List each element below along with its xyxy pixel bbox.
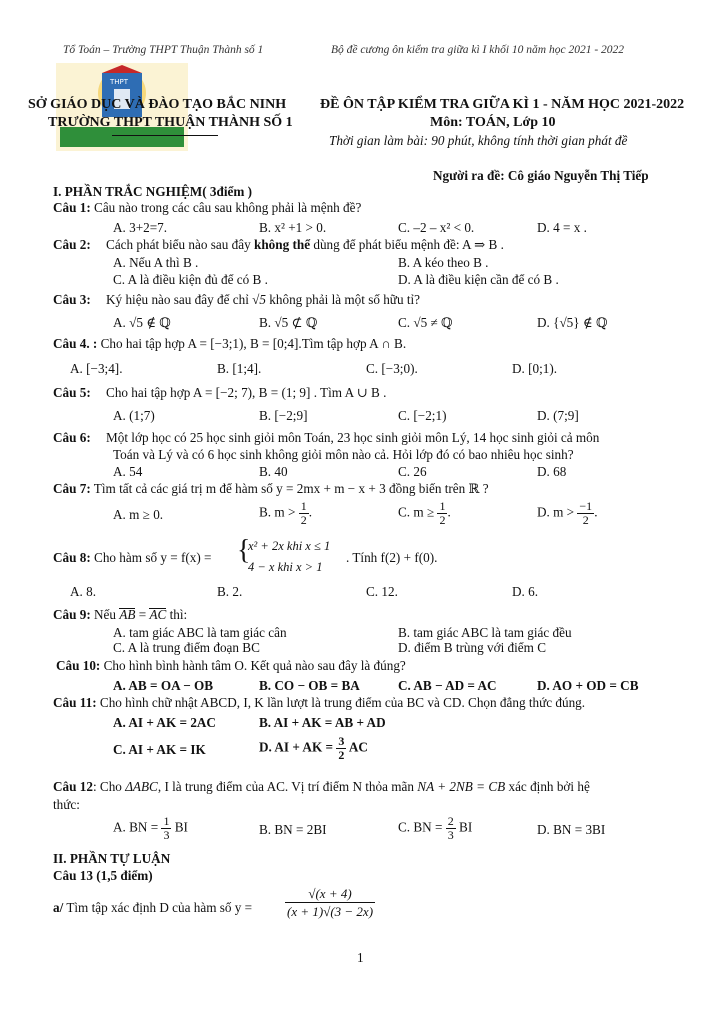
q10-option-d: D. AO + OD = CB bbox=[537, 678, 639, 693]
q12-option-b: B. BN = 2BI bbox=[259, 822, 327, 837]
q12-option-d: D. BN = 3BI bbox=[537, 822, 606, 837]
question-8-text-pre: Cho hàm số y = f(x) = bbox=[90, 550, 212, 565]
question-7 bbox=[53, 481, 489, 497]
q7-b-num: 1 bbox=[300, 499, 307, 513]
question-3-text-pre: Ký hiệu nào sau đây để chỉ bbox=[106, 292, 253, 307]
question-12-text-mid: , I là trung điểm của AC. Vị trí điểm N thỏa mãn bbox=[157, 779, 418, 794]
question-2-text-post: dùng để phát biểu mệnh đề: A ⇒ B . bbox=[310, 237, 504, 252]
question-2-text-pre: Cách phát biểu nào sau đây bbox=[106, 237, 254, 252]
q7-d-pre: D. m > bbox=[537, 504, 575, 520]
q12-c-post: BI bbox=[459, 819, 473, 835]
q13-part-a-label: a/ bbox=[53, 900, 64, 915]
q7-option-b: B. m > $\frac{1}{2}$ . bbox=[259, 499, 312, 527]
q6-option-d: D. 68 bbox=[537, 464, 567, 479]
q13-fraction bbox=[285, 885, 375, 920]
q11-option-a: A. AI + AK = 2AC bbox=[113, 715, 216, 730]
question-6 bbox=[53, 430, 599, 446]
question-7-text: Tìm tất cả các giá trị m để hàm số y = 2mx + m − x + 3 đồng biến trên ℝ ? bbox=[90, 481, 489, 496]
q6-option-a: A. 54 bbox=[113, 464, 143, 479]
q7-option-d: D. m > $\frac{-1}{2}$ . bbox=[537, 499, 598, 527]
q8-option-c: C. 12. bbox=[366, 584, 398, 599]
q1-option-a: A. 3+2=7. bbox=[113, 220, 168, 235]
exam-title: ĐỀ ÔN TẬP KIỂM TRA GIỮA KÌ 1 - NĂM HỌC 2021-2022 bbox=[320, 97, 685, 112]
running-header-right: Bộ đề cương ôn kiểm tra giữa kì I khối 10 năm học 2021 - 2022 bbox=[331, 44, 625, 56]
question-9-text-pre: Nếu bbox=[90, 607, 120, 622]
q10-option-b: B. CO − OB = BA bbox=[259, 678, 360, 693]
q1-option-c: C. –2 – x² < 0. bbox=[398, 220, 475, 235]
q4-option-a: A. [−3;4]. bbox=[70, 361, 123, 376]
q1-option-b: B. x² +1 > 0. bbox=[259, 220, 327, 235]
question-9: Câu 9: Nếu AB = AC thì: bbox=[53, 607, 188, 622]
q12-a-den: 3 bbox=[163, 828, 170, 842]
question-11-label: Câu 11: bbox=[53, 695, 97, 710]
question-2-label: Câu 2: bbox=[53, 237, 91, 252]
q9-vector-ac: AC bbox=[149, 607, 167, 622]
q5-option-c: C. [−2;1) bbox=[398, 408, 447, 423]
q13-numerator: √(x + 4) bbox=[285, 885, 375, 903]
q11-option-d bbox=[259, 735, 368, 762]
q11-d-post: AC bbox=[348, 739, 368, 755]
q6-option-b: B. 40 bbox=[259, 464, 288, 479]
q12-equation: NA + 2NB = CB bbox=[417, 779, 506, 794]
question-5-label: Câu 5: bbox=[53, 385, 91, 400]
exam-author: Người ra đề: Cô giáo Nguyễn Thị Tiếp bbox=[433, 168, 649, 183]
school-underline bbox=[112, 135, 218, 136]
question-10-text: Cho hình bình hành tâm O. Kết quả nào sau đây là đúng? bbox=[100, 658, 406, 673]
q4-option-b: B. [1;4]. bbox=[217, 361, 262, 376]
q10-option-a: A. AB = OA − OB bbox=[113, 678, 214, 693]
question-5-text: Cho hai tập hợp A = [−2; 7), B = (1; 9] . Tìm A ∪ B . bbox=[106, 385, 387, 400]
question-2-text-bold: không thể bbox=[253, 237, 311, 252]
q8-case1: x² + 2x khi x ≤ 1 bbox=[248, 539, 331, 553]
q7-option-c: C. m ≥ $\frac{1}{2}$ . bbox=[398, 499, 451, 527]
exam-subject: Môn: TOÁN, Lớp 10 bbox=[430, 115, 556, 130]
question-8-label: Câu 8: bbox=[53, 550, 91, 565]
q8-option-d: D. 6. bbox=[512, 584, 539, 599]
q8-option-a: A. 8. bbox=[70, 584, 97, 599]
q7-option-a: A. m ≥ 0. bbox=[113, 507, 164, 522]
question-8-text-post: . Tính f(2) + f(0). bbox=[346, 550, 438, 565]
q2-option-d: D. A là điều kiện cần để có B . bbox=[398, 272, 559, 287]
question-1 bbox=[53, 200, 361, 216]
q13-denominator: (x + 1)√(3 − 2x) bbox=[287, 904, 374, 919]
q7-b-den: 2 bbox=[300, 513, 307, 527]
q7-c-den: 2 bbox=[439, 513, 446, 527]
q13-part-a-text: Tìm tập xác định D của hàm số y = bbox=[63, 900, 253, 915]
section-2-title: II. PHẦN TỰ LUẬN bbox=[53, 851, 171, 866]
q4-option-c: C. [−3;0). bbox=[366, 361, 418, 376]
q11-option-b: B. AI + AK = AB + AD bbox=[259, 715, 386, 730]
q8-option-b: B. 2. bbox=[217, 584, 243, 599]
q7-d-num: −1 bbox=[579, 499, 593, 513]
q6-option-c: C. 26 bbox=[398, 464, 427, 479]
q2-option-a: A. Nếu A thì B . bbox=[113, 255, 199, 270]
q1-option-d: D. 4 = x . bbox=[537, 220, 587, 235]
question-8 bbox=[53, 550, 211, 566]
running-header-left: Tổ Toán – Trường THPT Thuận Thành số 1 bbox=[63, 44, 264, 56]
q12-c-num: 2 bbox=[447, 814, 454, 828]
q12-a-num: 1 bbox=[163, 814, 170, 828]
question-10-label: Câu 10: bbox=[56, 658, 101, 673]
q2-option-b: B. A kéo theo B . bbox=[398, 255, 489, 270]
q9-option-a: A. tam giác ABC là tam giác cân bbox=[113, 625, 287, 640]
q3-option-b: B. √5 ⊄ ℚ bbox=[259, 315, 318, 330]
question-9-label: Câu 9: bbox=[53, 607, 91, 622]
question-6-line1: Một lớp học có 25 học sinh giỏi môn Toán, 23 học sinh giỏi môn Lý, 14 học sinh giỏi cả môn bbox=[106, 430, 600, 445]
question-3-root: √5 bbox=[252, 292, 266, 307]
question-12-line2: thức: bbox=[53, 797, 80, 812]
q9-option-b: B. tam giác ABC là tam giác đều bbox=[398, 625, 572, 640]
q12-a-pre: A. BN = bbox=[113, 819, 159, 835]
question-9-text-post: thì: bbox=[166, 607, 188, 622]
q7-b-pre: B. m > bbox=[259, 504, 296, 520]
q11-d-pre: D. AI + AK = bbox=[259, 739, 334, 755]
school-department: SỞ GIÁO DỤC VÀ ĐÀO TẠO BẮC NINH bbox=[28, 97, 287, 112]
q5-option-b: B. [−2;9] bbox=[259, 408, 308, 423]
question-1-text: Câu nào trong các câu sau không phải là mệnh đề? bbox=[94, 200, 362, 215]
question-13-part-a bbox=[53, 900, 252, 916]
q12-option-a bbox=[113, 815, 188, 842]
q4-option-d: D. [0;1). bbox=[512, 361, 558, 376]
q8-brace: { bbox=[237, 535, 251, 566]
question-6-label: Câu 6: bbox=[53, 430, 91, 445]
q12-c-pre: C. BN = bbox=[398, 819, 443, 835]
q2-option-c: C. A là điều kiện đủ để có B . bbox=[113, 272, 268, 287]
q8-case2: 4 − x khi x > 1 bbox=[248, 560, 323, 574]
q12-c-den: 3 bbox=[447, 828, 454, 842]
question-12-label: Câu 12 bbox=[53, 779, 93, 794]
q3-option-a: A. √5 ∉ ℚ bbox=[113, 315, 171, 330]
question-3 bbox=[53, 292, 420, 308]
question-11-text: Cho hình chữ nhật ABCD, I, K lần lượt là trung điểm của BC và CD. Chọn đẳng thức đúng. bbox=[96, 695, 586, 710]
section-1-title: I. PHẦN TRẮC NGHIỆM( 3điểm ) bbox=[53, 184, 253, 199]
q12-option-c bbox=[398, 815, 472, 842]
question-4-text: Cho hai tập hợp A = [−3;1), B = [0;4].Tìm tập hợp A ∩ B. bbox=[97, 336, 407, 351]
question-4-label: Câu 4. : bbox=[53, 336, 98, 351]
question-3-text-post: không phải là một số hữu tỉ? bbox=[266, 292, 421, 307]
exam-time-label: Thời gian làm bài bbox=[329, 133, 424, 148]
q11-d-num: 3 bbox=[338, 734, 345, 748]
question-2 bbox=[53, 237, 504, 253]
question-7-label: Câu 7: bbox=[53, 481, 91, 496]
question-6-line2: Toán và Lý và có 6 học sinh không giỏi môn nào cả. Hỏi lớp đó có bao nhiêu học sinh? bbox=[113, 447, 574, 462]
question-13-label: Câu 13 (1,5 điểm) bbox=[53, 868, 153, 883]
q5-option-a: A. (1;7) bbox=[113, 408, 155, 423]
q11-d-den: 2 bbox=[338, 748, 345, 762]
question-4 bbox=[53, 336, 406, 352]
q11-option-c: C. AI + AK = IK bbox=[113, 742, 206, 757]
page-number: 1 bbox=[357, 950, 364, 965]
question-5 bbox=[53, 385, 386, 401]
question-12-text-pre: : Cho bbox=[92, 779, 126, 794]
q3-option-c: C. √5 ≠ ℚ bbox=[398, 315, 453, 330]
q7-c-num: 1 bbox=[439, 499, 446, 513]
question-1-label: Câu 1: bbox=[53, 200, 91, 215]
question-11 bbox=[53, 695, 585, 711]
q10-option-c: C. AB − AD = AC bbox=[398, 678, 497, 693]
question-12-text-post: xác định bởi hệ bbox=[505, 779, 590, 794]
question-3-label: Câu 3: bbox=[53, 292, 91, 307]
q9-option-c: C. A là trung điểm đoạn BC bbox=[113, 640, 260, 655]
exam-time-value: : 90 phút, không tính thời gian phát đề bbox=[423, 133, 628, 148]
school-name: TRƯỜNG THPT THUẬN THÀNH SỐ 1 bbox=[48, 115, 293, 130]
q9-vector-ab: AB bbox=[119, 607, 136, 622]
exam-time bbox=[329, 133, 627, 149]
q7-c-pre: C. m ≥ bbox=[398, 504, 435, 520]
logo-badge-text: THPT bbox=[110, 78, 129, 86]
question-12 bbox=[53, 779, 590, 795]
q3-option-d: D. {√5} ∉ ℚ bbox=[537, 315, 608, 330]
q9-option-d: D. điểm B trùng với điểm C bbox=[398, 640, 546, 655]
question-10 bbox=[56, 658, 406, 674]
q7-d-den: 2 bbox=[582, 513, 589, 527]
q12-triangle: ΔABC bbox=[125, 779, 158, 794]
q12-a-post: BI bbox=[174, 819, 188, 835]
q5-option-d: D. (7;9] bbox=[537, 408, 579, 423]
